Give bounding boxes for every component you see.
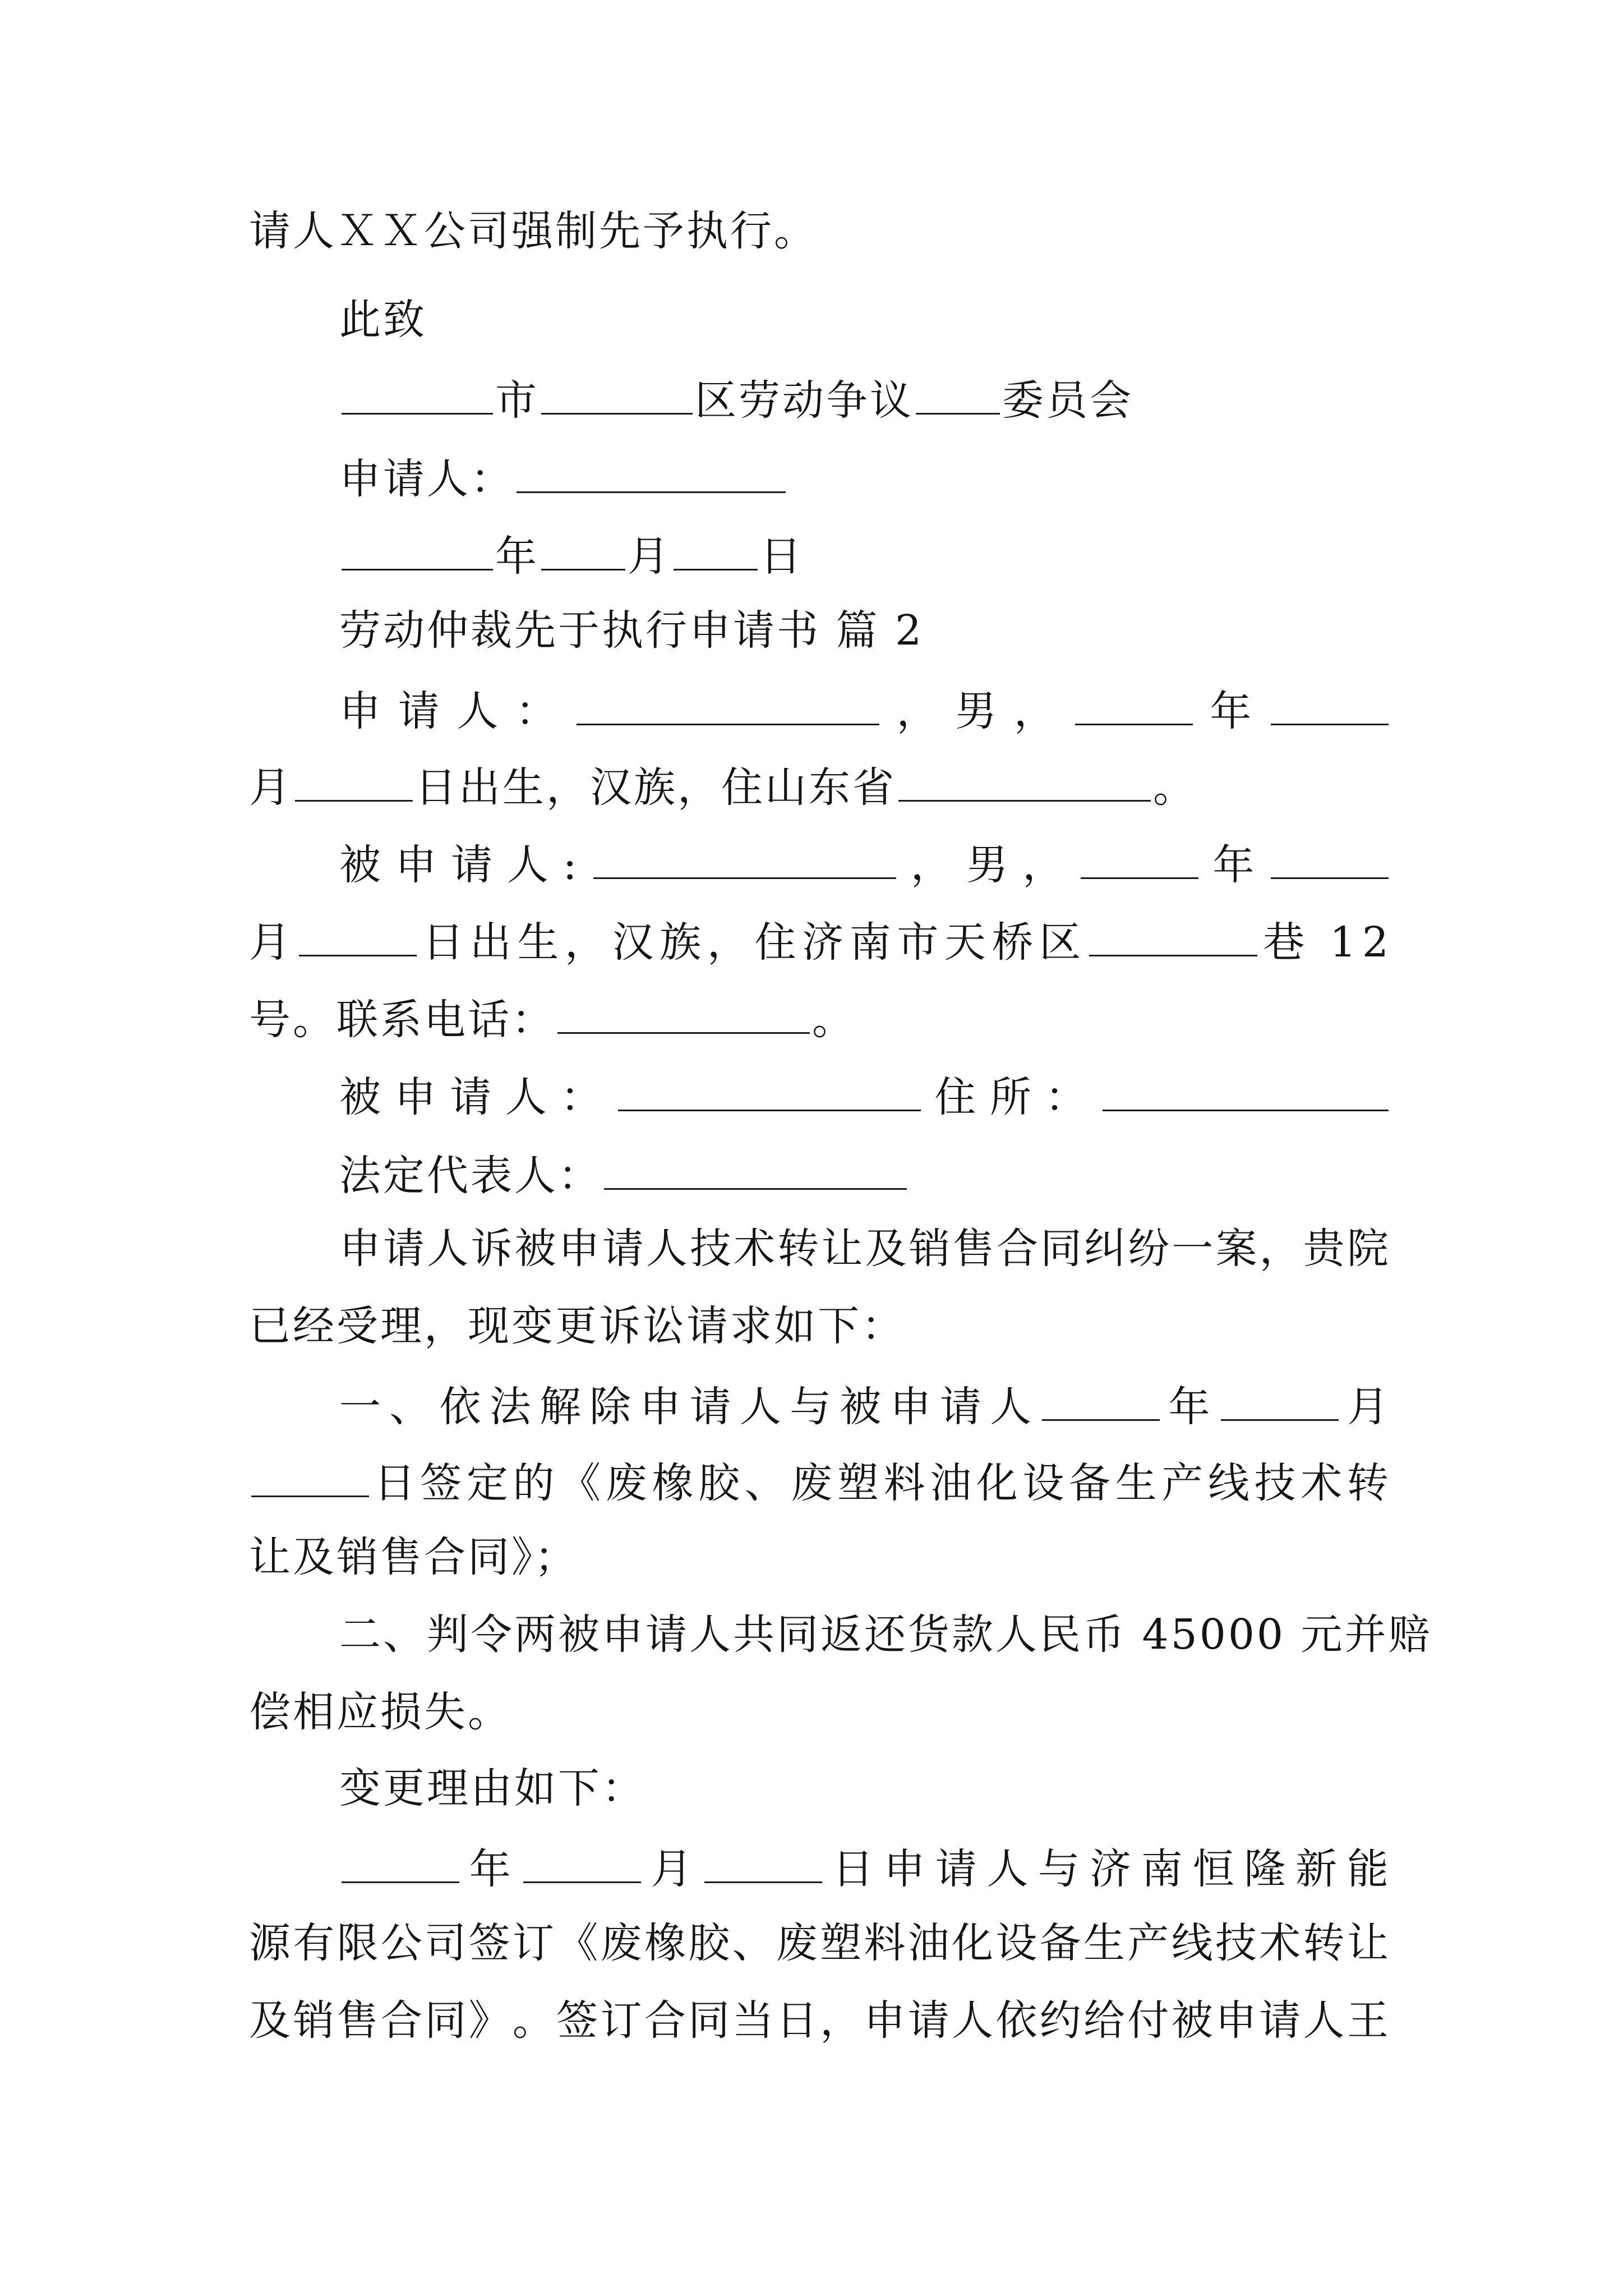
text-line [339,292,564,348]
fill-in-blank[interactable] [916,369,1000,415]
fill-in-blank[interactable] [593,834,896,879]
text-char: 依 [995,1996,1040,2045]
fill-in-blank[interactable] [704,1838,822,1883]
text-line [249,1915,1391,1971]
text-char: 贵 [1303,1225,1347,1273]
fill-in-blank[interactable] [251,1452,369,1497]
text-char: 1 [1330,918,1359,967]
text-line [339,680,1391,736]
fill-in-blank[interactable] [577,680,879,725]
text-line [339,1066,1391,1122]
text-char: 术 [1301,1459,1345,1507]
text-char: 年 [1212,841,1257,889]
text-segment: 委员会 [1002,376,1133,425]
text-char: 人 [990,1383,1034,1431]
text-char: 隆 [1244,1845,1288,1893]
text-char: 族 [660,918,704,967]
text-char: 请 [689,1383,734,1431]
text-line [249,756,1315,812]
fill-in-blank[interactable] [1081,834,1198,879]
text-segment: 变更理由如下： [339,1764,645,1812]
text-char: 、 [744,1459,789,1507]
fill-in-blank[interactable] [1221,1375,1339,1421]
text-char: 《 [559,1459,603,1507]
text-char: 日 [776,1996,820,2045]
text-char: 日 [832,1845,876,1893]
fill-in-blank[interactable] [1089,911,1257,956]
text-char: 料 [883,1459,928,1507]
text-char: 人 [457,687,501,735]
text-line [249,1684,810,1740]
text-char: 技 [690,1225,734,1273]
text-char: 月 [1347,1383,1391,1431]
text-char: 同 [688,1996,732,2045]
text-char: 销 [909,1225,953,1273]
text-char: 废 [605,1459,649,1507]
text-char [1127,1607,1142,1663]
text-char: 被 [339,841,383,889]
text-char: 依 [439,1383,483,1431]
text-char: 请 [383,1225,427,1273]
text-char: 、 [732,1919,776,1967]
text-segment: 日 [760,532,804,581]
text-char: 请 [939,1383,984,1431]
text-char: 签 [556,1996,601,2045]
text-char: 南 [849,918,893,967]
text-char: 设 [995,1919,1040,1967]
text-char: 术 [734,1225,778,1273]
text-char: 两 [514,1611,558,1659]
text-segment: 区劳动争议 [695,376,914,425]
text-char: 0 [1256,1611,1285,1659]
text-char: 申 [889,1383,934,1431]
text-char: 人 [739,1383,783,1431]
text-char: 被 [514,1225,559,1273]
text-char: 被 [339,1073,383,1121]
text-char: 让 [1347,1919,1391,1967]
fill-in-blank[interactable] [342,369,493,415]
text-char: 住 [754,918,799,967]
text-char: 出 [469,918,514,967]
text-char: 有 [293,1919,337,1967]
text-char: 售 [336,1996,381,2045]
text-char: 一 [339,1383,383,1431]
text-char: ， [910,841,955,889]
text-char: 的 [513,1459,557,1507]
fill-in-blank[interactable] [299,911,417,956]
text-segment: 日出生，汉族，住山东省 [415,763,896,812]
text-char: 桥 [992,918,1036,967]
text-segment: 。 [812,996,856,1044]
text-char: 线 [1171,1919,1215,1967]
text-char: 签 [468,1919,513,1967]
text-segment: 市 [495,376,539,425]
text-char: 元 [1301,1611,1345,1659]
text-char: 。 [512,1996,556,2045]
text-line [339,369,1237,425]
text-char: 申 [558,1225,602,1273]
text-char: : [562,841,579,889]
text-line [249,1993,1391,2049]
text-char: 5 [1170,1611,1200,1659]
text-line [249,1452,1391,1508]
text-char: 、 [389,1383,434,1431]
text-char: 生 [517,918,561,967]
text-char: 住 [934,1073,979,1121]
fill-in-blank[interactable] [342,1838,459,1883]
text-line [249,911,1391,967]
text-char: ： [1045,1073,1089,1121]
text-char: 生 [1115,1459,1159,1507]
text-char: 约 [1039,1996,1083,2045]
text-char: 请 [450,1073,494,1121]
text-char: 订 [600,1996,644,2045]
text-char: 还 [864,1611,908,1659]
text-char: 除 [589,1383,634,1431]
text-char: 0 [1199,1611,1228,1659]
text-char: 款 [952,1611,995,1659]
text-segment: 申请人： [339,455,514,503]
text-char: 案 [1215,1225,1260,1273]
fill-in-blank[interactable] [541,369,693,415]
text-char: 申 [339,1225,383,1273]
text-char: 请 [1259,1996,1303,2045]
text-char: 化 [976,1459,1020,1507]
fill-in-blank[interactable] [1075,680,1193,725]
text-char: 诉 [471,1225,515,1273]
text-char: 申 [639,1383,684,1431]
text-char: 技 [1215,1919,1259,1967]
text-char: 巷 [1263,918,1307,967]
text-char: 济 [1089,1845,1133,1893]
text-char: 请 [602,1225,646,1273]
fill-in-blank[interactable] [898,756,1151,802]
text-char: 申 [602,1611,645,1659]
text-char: 日 [374,1459,418,1507]
text-char: 生 [1083,1919,1127,1967]
text-char: 料 [864,1919,908,1967]
text-char: 赔 [1388,1611,1432,1659]
text-char: 及 [865,1225,909,1273]
fill-in-blank[interactable] [604,1144,907,1190]
text-segment: 法定代表人： [339,1152,602,1200]
text-char: 所 [989,1073,1034,1121]
text-char: 济 [802,918,846,967]
text-char: 共 [733,1611,777,1659]
text-char: 定 [466,1459,510,1507]
text-char: 货 [908,1611,952,1659]
text-char: 4 [1142,1611,1171,1659]
text-char: 申 [1215,1996,1259,2045]
text-char: 废 [600,1919,644,1967]
text-char: 能 [1347,1845,1391,1893]
text-char: 恒 [1192,1845,1237,1893]
text-char: 设 [1022,1459,1067,1507]
text-segment: 此致 [339,296,427,344]
text-char: 油 [930,1459,974,1507]
text-char: 同 [425,1996,469,2045]
text-char [1311,914,1326,970]
text-char: 南 [1141,1845,1185,1893]
text-char: ： [560,1073,605,1121]
text-segment: 请人ＸＸ公司强制先予执行。 [249,207,818,255]
text-line [249,203,818,259]
text-segment: 月 [628,532,671,581]
text-char: 合 [996,1225,1040,1273]
fill-in-blank[interactable] [618,1066,921,1111]
fill-in-blank[interactable] [1271,680,1389,725]
text-char: 废 [776,1919,820,1967]
text-char: 限 [336,1919,381,1967]
text-char: 同 [1040,1225,1084,1273]
text-segment: 号。联系电话： [249,996,555,1044]
text-char: 术 [1259,1919,1303,1967]
text-char: 人 [952,1996,995,2045]
text-segment: 劳动仲裁先于执行申请书 篇 2 [339,606,924,655]
text-line [339,448,900,504]
text-char: 及 [249,1996,293,2045]
text-char: 年 [1210,687,1254,735]
text-char: 橡 [652,1459,696,1507]
text-char: 市 [897,918,941,967]
text-char: 《 [556,1919,601,1967]
text-char: 橡 [644,1919,688,1967]
text-char: ， [565,918,609,967]
fill-in-blank[interactable] [1103,1066,1389,1111]
text-char: 胶 [698,1459,742,1507]
text-char: 申 [864,1996,908,2045]
text-segment: 。 [1153,763,1197,812]
text-char: 请 [398,687,442,735]
text-char: 被 [840,1383,884,1431]
text-char: 人 [986,1845,1031,1893]
text-char: 返 [820,1611,864,1659]
text-char: 合 [380,1996,425,2045]
fill-in-blank[interactable] [517,448,786,493]
text-char: 油 [907,1919,952,1967]
text-char: 法 [489,1383,533,1431]
text-char: 订 [512,1919,556,1967]
text-char: 请 [645,1611,689,1659]
text-segment: 让及销售合同》； [249,1533,578,1581]
text-char: 备 [1069,1459,1113,1507]
text-char: 民 [1039,1611,1083,1659]
text-line [339,1607,1432,1663]
text-char: 付 [1127,1996,1172,2045]
text-char: 技 [1254,1459,1298,1507]
text-char: 人 [995,1611,1039,1659]
text-line [249,1529,810,1585]
text-char: 、 [383,1611,427,1659]
text-line [339,1760,900,1816]
text-char: 院 [1347,1225,1391,1273]
text-char: 请 [907,1996,952,2045]
fill-in-blank[interactable] [1042,1375,1160,1421]
text-line [339,834,1391,890]
text-char: 日 [422,918,467,967]
text-char: 签 [420,1459,464,1507]
text-char: 年 [469,1845,513,1893]
text-segment: 已经受理，现变更诉讼请求如下： [249,1302,905,1350]
text-char: 解 [539,1383,583,1431]
text-char: 》 [468,1996,513,2045]
text-char [1285,1607,1301,1663]
text-segment: 年 [495,532,539,581]
text-line [339,1144,1012,1200]
text-char: 备 [1039,1919,1083,1967]
text-char: 人 [645,1225,690,1273]
text-char: 人 [689,1611,733,1659]
text-char: 申 [339,687,383,735]
text-char: 并 [1344,1611,1389,1659]
text-char: 司 [425,1919,469,1967]
text-line [249,1298,978,1354]
text-char: 月 [651,1845,695,1893]
text-char: 线 [1207,1459,1252,1507]
text-char: 请 [935,1845,979,1893]
text-char: 判 [427,1611,471,1659]
text-char: 币 [1083,1611,1127,1659]
text-char: 月 [249,918,293,967]
text-char: 人 [1303,1996,1347,2045]
text-char: 请 [451,841,495,889]
text-char: 让 [821,1225,865,1273]
text-line [339,525,900,581]
text-char: 区 [1039,918,1083,967]
fill-in-blank[interactable] [1271,834,1389,879]
text-char: ： [515,687,560,735]
text-line [339,1838,1391,1894]
text-char: 与 [1038,1845,1082,1893]
text-char: 转 [777,1225,822,1273]
text-char: 0 [1228,1611,1257,1659]
text-char: ， [820,1996,864,2045]
text-char: ， [1259,1225,1303,1273]
text-char: 胶 [688,1919,732,1967]
text-char: 当 [732,1996,776,2045]
text-char: 年 [1168,1383,1212,1431]
text-char: 被 [558,1611,602,1659]
text-char: 令 [471,1611,514,1659]
text-char: ， [896,687,940,735]
text-char: 转 [1347,1459,1391,1507]
text-char: 新 [1295,1845,1340,1893]
text-char: 产 [1127,1919,1172,1967]
text-char: 公 [380,1919,425,1967]
text-char: 转 [1303,1919,1347,1967]
fill-in-blank[interactable] [523,1838,641,1883]
text-char: 产 [1161,1459,1206,1507]
text-line [339,1221,1391,1277]
text-char: 与 [790,1383,834,1431]
text-segment: 偿相应损失。 [249,1688,511,1736]
text-char: 废 [791,1459,835,1507]
text-char: 同 [777,1611,820,1659]
text-char: 塑 [820,1919,864,1967]
text-char: 王 [1347,1996,1391,2045]
text-char: 售 [952,1225,997,1273]
text-char: 人 [427,1225,471,1273]
fill-in-blank[interactable] [541,525,625,570]
text-char: 汉 [612,918,656,967]
text-segment: 月 [249,763,293,812]
text-char: 申 [395,841,439,889]
text-line [249,988,978,1045]
text-char: 二 [339,1611,383,1659]
text-char: 化 [952,1919,995,1967]
text-char: 人 [505,1073,549,1121]
text-char: 被 [1171,1996,1215,2045]
text-char: 申 [883,1845,928,1893]
text-char: 源 [249,1919,293,1967]
text-char: 2 [1362,918,1391,967]
text-line [339,602,956,659]
text-char: ， [1013,687,1058,735]
fill-in-blank[interactable] [557,988,810,1034]
text-line [339,1375,1391,1432]
text-char: 人 [506,841,551,889]
text-char: 给 [1083,1996,1127,2045]
fill-in-blank[interactable] [674,525,758,570]
text-char: 塑 [837,1459,881,1507]
text-char: 纷 [1128,1225,1172,1273]
text-char: 男 [966,841,1011,889]
text-char: 申 [394,1073,439,1121]
text-char: 天 [944,918,988,967]
text-char: 一 [1172,1225,1216,1273]
fill-in-blank[interactable] [295,756,413,802]
text-char: 销 [293,1996,337,2045]
fill-in-blank[interactable] [342,525,493,570]
text-char: ， [1022,841,1067,889]
text-char: 合 [644,1996,688,2045]
text-char: ， [707,918,751,967]
text-char: 纠 [1084,1225,1128,1273]
text-char: 男 [955,687,999,735]
